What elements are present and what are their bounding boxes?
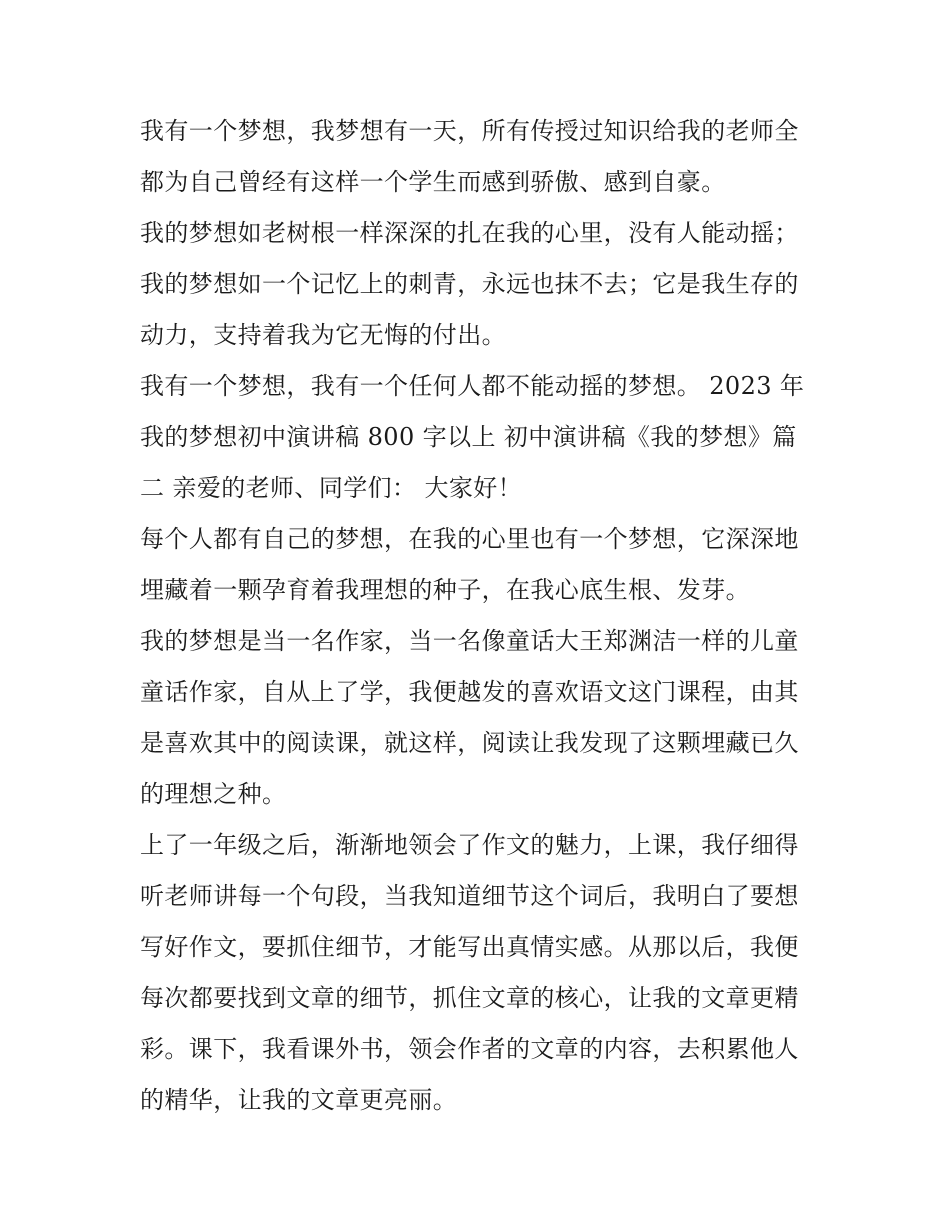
text-line: 都为自己曾经有这样一个学生而感到骄傲、感到自豪。 bbox=[140, 168, 726, 196]
text-line: 的理想之种。 bbox=[140, 780, 287, 808]
document-body bbox=[140, 106, 815, 1126]
text-line: 听老师讲每一个句段，当我知道细节这个词后，我明白了要想 bbox=[140, 882, 799, 910]
text-line: 每次都要找到文章的细节，抓住文章的核心，让我的文章更精 bbox=[140, 984, 799, 1012]
text-line: 我的梦想是当一名作家，当一名像童话大王郑渊洁一样的儿童 bbox=[140, 627, 799, 655]
text-line: 写好作文，要抓住细节，才能写出真情实感。从那以后，我便 bbox=[140, 933, 799, 961]
text-line: 我有一个梦想，我梦想有一天，所有传授过知识给我的老师全 bbox=[140, 117, 799, 145]
text-line: 是喜欢其中的阅读课，就这样，阅读让我发现了这颗埋藏已久 bbox=[140, 729, 799, 757]
text-line: 童话作家，自从上了学，我便越发的喜欢语文这门课程，由其 bbox=[140, 678, 799, 706]
text-line: 我的梦想如老树根一样深深的扎在我的心里，没有人能动摇； bbox=[140, 219, 799, 247]
text-line: 埋藏着一颗孕育着我理想的种子，在我心底生根、发芽。 bbox=[140, 576, 750, 604]
text-line: 上了一年级之后，渐渐地领会了作文的魅力，上课，我仔细得 bbox=[140, 831, 799, 859]
text-line: 我有一个梦想，我有一个任何人都不能动摇的梦想。 2023 年 bbox=[140, 372, 805, 400]
text-line: 动力，支持着我为它无悔的付出。 bbox=[140, 321, 506, 349]
text-line: 的精华，让我的文章更亮丽。 bbox=[140, 1086, 458, 1114]
text-line: 彩。课下，我看课外书，领会作者的文章的内容，去积累他人 bbox=[140, 1035, 799, 1063]
text-line: 每个人都有自己的梦想，在我的心里也有一个梦想，它深深地 bbox=[140, 525, 799, 553]
text-line: 我的梦想初中演讲稿 800 字以上 初中演讲稿《我的梦想》篇 bbox=[140, 423, 797, 451]
text-line: 二 亲爱的老师、同学们： 大家好！ bbox=[140, 474, 523, 502]
text-line: 我的梦想如一个记忆上的刺青，永远也抹不去；它是我生存的 bbox=[140, 270, 799, 298]
